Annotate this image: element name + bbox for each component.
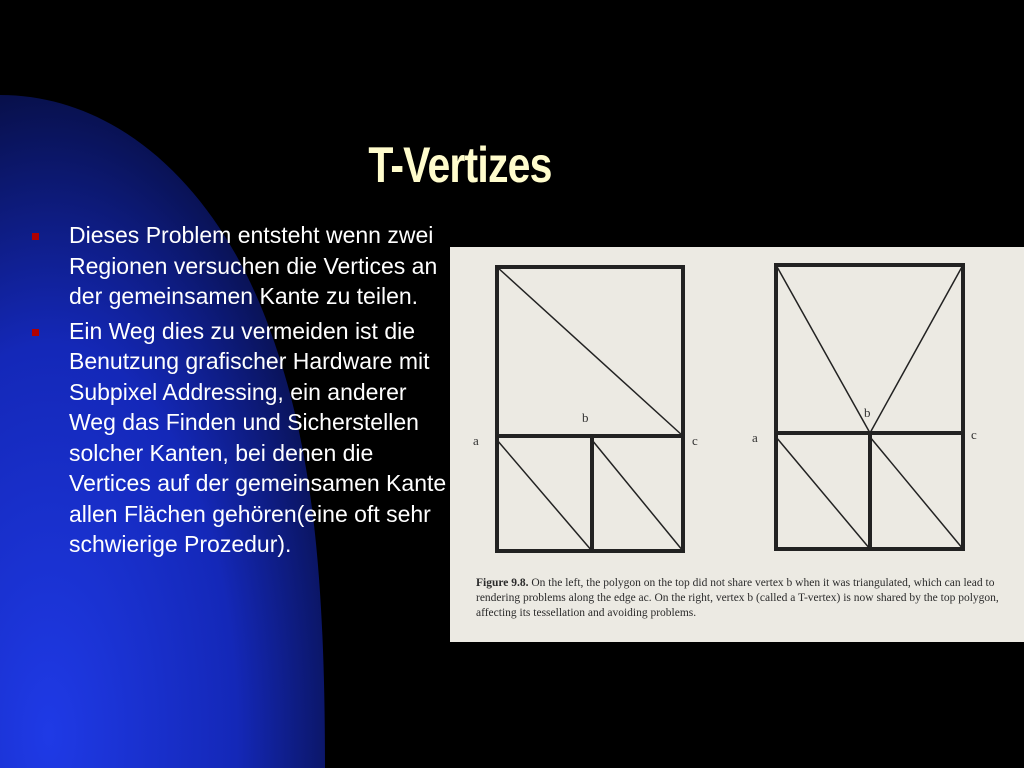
left-polygon-diagram <box>497 267 683 551</box>
bullet-square-icon <box>32 329 39 336</box>
bullet-item <box>30 220 450 312</box>
bullet-item <box>30 316 450 560</box>
figure-caption-text: On the left, the polygon on the top did not share vertex b when it was triangulated, which can lead to rendering problems along the edge ac. On the right, vertex b (called a T-vertex) is now shared by the top polygon, affecting its tessellation and avoiding problems. <box>476 577 999 619</box>
bullet-text: Dieses Problem entsteht wenn zwei Regionen versuchen die Vertices an der gemeinsamen Kante zu teilen. <box>69 222 438 309</box>
bullet-list <box>30 220 450 564</box>
vertex-label-b: b <box>864 405 871 420</box>
vertex-label-a: a <box>752 430 758 445</box>
figure-caption <box>476 576 1016 621</box>
vertex-label-b: b <box>582 410 589 425</box>
vertex-label-c: c <box>692 433 698 448</box>
slide-title: T-Vertizes <box>368 137 552 193</box>
figure-image <box>450 247 1024 642</box>
bullet-square-icon <box>32 233 39 240</box>
vertex-label-a: a <box>473 433 479 448</box>
bullet-text: Ein Weg dies zu vermeiden ist die Benutzung grafischer Hardware mit Subpixel Addressing, ein anderer Weg das Finden und Sicherstellen solcher Kanten, bei denen die Vertices auf der gemeinsamen Kante allen Flächen gehören(eine oft sehr schwierige Prozedur). <box>69 317 447 557</box>
vertex-label-c: c <box>971 427 977 442</box>
figure-caption-label: Figure 9.8. <box>476 577 529 589</box>
